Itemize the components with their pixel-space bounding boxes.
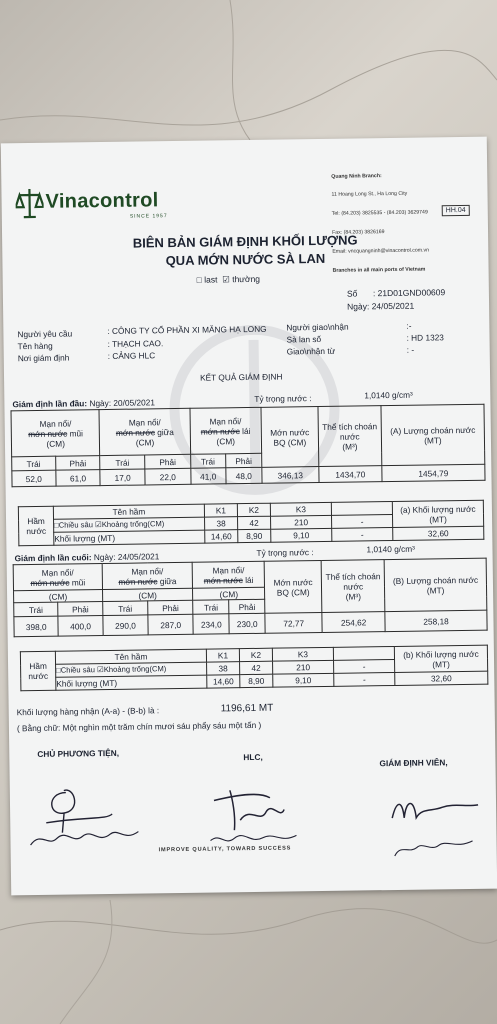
hdr: mớn nước <box>28 428 68 439</box>
hdr: Mạn nổi/ <box>209 415 242 427</box>
value-cell: 1434,70 <box>319 466 382 483</box>
barge-value: : HD 1323 <box>406 332 444 343</box>
mid-header <box>99 408 190 455</box>
branch-line: Email: vncquangninh@vinacontrol.com.vn <box>332 247 430 255</box>
value-cell: 8,90 <box>240 674 273 687</box>
hlc-signature <box>200 779 331 851</box>
value-cell: 38 <box>207 662 240 675</box>
first-density-value: 1,0140 g/cm³ <box>364 389 413 401</box>
value-cell: 17,0 <box>100 469 145 486</box>
last-density-label: Tỷ trọng nước : <box>256 547 314 558</box>
value-cell: 210 <box>271 515 332 529</box>
mid-header <box>102 562 193 589</box>
doc-number: : 21D01GND00609 <box>372 287 446 299</box>
first-draft-table <box>11 404 486 488</box>
hlc-signer-label: HLC, <box>243 751 263 763</box>
report-type-options <box>197 274 260 286</box>
volume-header <box>318 406 382 467</box>
requester-value: : CÔNG TY CỔ PHẦN XI MĂNG HẠ LONG <box>107 323 267 336</box>
last-density-value: 1,0140 g/cm³ <box>366 543 415 555</box>
last-label: Giám định lần cuối: <box>14 552 92 564</box>
first-ballast-table <box>18 500 485 547</box>
branch-line: Fax: (84.203) 3826169 <box>332 229 385 237</box>
empty-cell <box>333 646 394 660</box>
water-weight-value: 32,60 <box>393 526 484 540</box>
starboard-header: Phải <box>225 453 261 468</box>
company-slogan: IMPROVE QUALITY, TOWARD SUCCESS <box>158 845 292 854</box>
hdr: mớn nước <box>115 426 156 438</box>
stern-header <box>192 561 264 588</box>
water-weight-value: 32,60 <box>395 671 488 685</box>
last-date: Ngày: 24/05/2021 <box>93 551 160 563</box>
value-cell: 258,18 <box>385 610 487 631</box>
port-header: Trái <box>100 455 145 470</box>
doc-title-line1: BIÊN BẢN GIÁM ĐỊNH KHỐI LƯỢNG <box>132 232 358 251</box>
last-option-label: last <box>204 274 218 285</box>
port-header: Trái <box>14 602 59 617</box>
deliverer-label: Người giao\nhận <box>286 321 349 333</box>
value-cell: 400,0 <box>58 616 103 637</box>
k1-header: K1 <box>204 504 237 517</box>
value-cell: 38 <box>205 517 238 530</box>
value-cell: 42 <box>240 661 273 674</box>
k2-header: K2 <box>239 648 272 661</box>
hdr: Mạn nổi/ <box>41 566 74 578</box>
value-cell: 254,62 <box>322 612 385 633</box>
weight-row-label: Khối lượng (MT) <box>56 675 207 690</box>
value-cell: 41,0 <box>191 468 226 484</box>
total-label: Khối lượng hàng nhận (A-a) - (B-b) là : <box>16 705 160 718</box>
value-cell: 290,0 <box>103 615 149 636</box>
value-cell: 230,0 <box>229 613 265 633</box>
value-cell: 52,0 <box>12 470 56 487</box>
value-cell: 287,0 <box>148 614 194 635</box>
value-cell: 48,0 <box>226 467 262 484</box>
last-draft-table <box>13 558 488 638</box>
value-cell: 210 <box>273 660 334 674</box>
goods-value: : THẠCH CAO. <box>107 338 164 349</box>
owner-signer-label: CHỦ PHƯƠNG TIỆN, <box>37 747 120 759</box>
branch-info <box>331 159 429 286</box>
place-label: Nơi giám định <box>17 352 70 364</box>
unit-cm: (CM) <box>193 587 265 600</box>
requester-label: Người yêu cầu <box>17 328 73 340</box>
goods-label: Tên hàng <box>17 340 53 352</box>
ballast-label: Hầm nước <box>18 506 54 545</box>
deliverer-value: :- <box>406 320 412 331</box>
value-cell: 14,60 <box>205 530 238 543</box>
hdr: (M³) <box>345 590 361 602</box>
value-cell: 398,0 <box>14 616 59 637</box>
vinacontrol-logo-icon <box>15 187 43 219</box>
doc-title-line2: QUA MỚN NƯỚC SÀ LAN <box>165 250 326 269</box>
avg-draft-header: Mớn nước BQ (CM) <box>261 407 319 468</box>
last-inspection-label <box>14 551 159 563</box>
k1-header: K1 <box>206 649 239 662</box>
hdr: Mạn nổi/ <box>39 417 72 429</box>
result-heading: KẾT QUẢ GIÁM ĐỊNH <box>199 371 283 383</box>
port-header: Trái <box>102 601 147 616</box>
hdr: mũi <box>69 427 83 438</box>
bow-header <box>13 564 102 591</box>
k3-header: K3 <box>270 502 331 516</box>
value-cell: - <box>334 672 395 686</box>
depth-row-label: □Chiều sâu ☑Khoảng trống(CM) <box>54 517 205 532</box>
hdr: (CM) <box>135 436 155 448</box>
hdr: Thể tích choán nước <box>322 420 378 442</box>
last-ballast-table <box>20 645 489 692</box>
doc-number-label: Số <box>346 288 358 299</box>
branch-line: Branches in all main ports of Vietnam <box>332 266 426 274</box>
unit-cm: (CM) <box>102 588 193 601</box>
starboard-header: Phải <box>58 602 103 617</box>
regular-checkbox-icon[interactable]: ☑ <box>222 274 230 285</box>
starboard-header: Phải <box>229 599 265 614</box>
starboard-header: Phải <box>148 600 193 615</box>
starboard-header: Phải <box>145 454 191 469</box>
inspector-signature <box>382 777 493 864</box>
tank-name-header: Tên hầm <box>55 649 206 664</box>
depth-row-label: □Chiều sâu ☑Khoảng trống(CM) <box>56 662 207 677</box>
branch-line: Tel: (84.203) 3825535 - (84.203) 3629749 <box>331 209 428 218</box>
inspector-signer-label: GIÁM ĐỊNH VIÊN, <box>379 757 448 769</box>
value-cell: 234,0 <box>193 614 229 634</box>
first-inspection-label <box>12 397 155 409</box>
value-cell: 9,10 <box>271 528 332 542</box>
ballast-label: Hầm nước <box>20 651 56 690</box>
first-density-label: Tỷ trọng nước : <box>254 393 312 404</box>
total-value: 1196,61 MT <box>220 702 274 715</box>
hdr: (CM) <box>216 435 236 446</box>
hdr: lái <box>242 425 251 436</box>
place-value: : CẢNG HLC <box>107 350 156 361</box>
empty-cell <box>331 501 392 515</box>
logo-since: SINCE 1957 <box>129 213 168 220</box>
hdr: Mạn nổi/ <box>131 565 164 577</box>
weight-row-label: Khối lượng (MT) <box>54 530 205 545</box>
hdr: Mạn nổi/ <box>212 564 245 576</box>
value-cell: - <box>331 514 392 528</box>
total-in-words: ( Bằng chữ: Một nghìn một trăm chín mươi sáu phẩy sáu một tấn ) <box>16 719 262 734</box>
starboard-header: Phải <box>55 456 100 471</box>
k3-header: K3 <box>272 647 333 661</box>
k2-header: K2 <box>237 503 270 516</box>
value-cell: 346,13 <box>262 467 319 484</box>
branch-line: 11 Hoang Long St., Ha Long City <box>331 191 408 199</box>
value-cell: - <box>334 659 395 673</box>
water-weight-label: (a) Khối lượng nước (MT) <box>392 500 483 527</box>
value-cell: - <box>332 527 393 541</box>
value-cell: 22,0 <box>145 468 191 485</box>
hdr: Mạn nổi/ <box>128 416 161 428</box>
displacement-header: (A) Lượng choán nước (MT) <box>381 404 485 465</box>
hdr: mớn nước <box>200 425 240 437</box>
hdr: giữa <box>157 426 174 437</box>
avg-draft-header: Mớn nước BQ (CM) <box>264 560 322 613</box>
logo-wordmark: Vinacontrol <box>45 189 159 213</box>
hdr: mũi <box>71 576 86 587</box>
first-label: Giám định lần đầu: <box>12 398 88 410</box>
unit-cm: (CM) <box>14 590 103 603</box>
port-header: Trái <box>12 456 56 471</box>
hdr: mớn nước <box>30 577 70 588</box>
inspection-document <box>1 137 497 896</box>
value-cell: 72,77 <box>265 612 322 633</box>
branch-line: Quang Ninh Branch: <box>331 172 382 180</box>
hdr: Thể tích choán nước <box>325 570 381 592</box>
port-header: Trái <box>193 600 229 615</box>
bow-header <box>11 410 100 457</box>
displacement-header: (B) Lượng choán nước (MT) <box>384 558 487 611</box>
last-checkbox-icon[interactable]: □ <box>196 274 202 285</box>
hdr: (M³) <box>342 440 358 452</box>
value-cell: 42 <box>238 516 271 529</box>
first-date: Ngày: 20/05/2021 <box>89 397 155 409</box>
value-cell: 9,10 <box>273 673 334 687</box>
hdr: giữa <box>159 575 177 586</box>
port-header: Trái <box>190 454 225 468</box>
water-weight-label: (b) Khối lượng nước (MT) <box>394 645 487 672</box>
tank-name-header: Tên hầm <box>53 504 204 519</box>
value-cell: 14,60 <box>207 675 240 688</box>
hdr: mớn nước <box>118 575 158 587</box>
stern-header <box>190 407 262 454</box>
hdr: lái <box>245 574 254 585</box>
regular-option-label: thường <box>232 273 261 285</box>
owner-signature <box>26 771 167 853</box>
hdr: (CM) <box>46 438 65 449</box>
from-label: Giao\nhận từ <box>286 345 336 357</box>
doc-date: Ngày: 24/05/2021 <box>347 300 415 312</box>
barge-label: Sà lan số <box>286 333 322 345</box>
value-cell: 61,0 <box>55 470 100 487</box>
form-code: HH.04 <box>442 205 470 216</box>
value-cell: 8,90 <box>238 529 271 542</box>
value-cell: 1454,79 <box>382 464 485 481</box>
hdr: mớn nước <box>203 574 243 586</box>
from-value: : - <box>406 344 415 355</box>
volume-header <box>321 560 385 613</box>
